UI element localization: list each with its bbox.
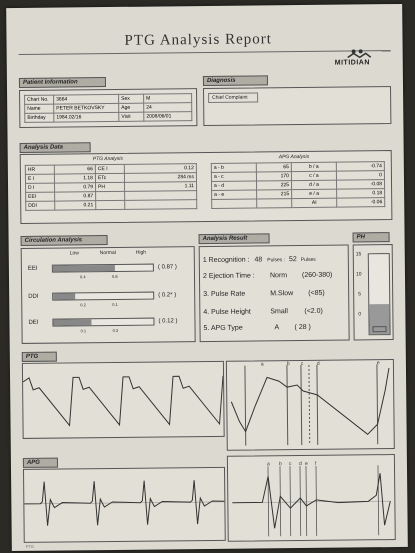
footer-text: PTG (25, 543, 35, 549)
ph-box (353, 244, 394, 340)
ptg-label: EEI (26, 192, 55, 201)
apg-table (211, 161, 385, 209)
ptg-marker-line (301, 365, 302, 445)
apg-type-label: 5. APG Type (203, 324, 243, 333)
apg-waveform (24, 468, 225, 542)
name-label: Name (25, 104, 54, 113)
ptg-marker-line (317, 365, 318, 445)
pulse-height-range: (<2.0) (304, 307, 323, 315)
patient-box (19, 88, 197, 128)
scale-normal: Normal (99, 249, 116, 257)
recognition-value: 48 (254, 256, 263, 264)
recognition-row (203, 256, 316, 264)
pulse-rate-value: M.Slow (270, 290, 294, 298)
chief-complaint-label: Chief Complaint (208, 92, 258, 103)
apg-marker-line (280, 466, 281, 536)
age-value: 24 (144, 103, 192, 113)
ptg-label2: ETc (95, 173, 124, 182)
circulation-bar-fill (53, 319, 91, 325)
circulation-bar-value: ( 0.2* ) (158, 292, 177, 299)
ptg-section-header: PTG (22, 352, 57, 362)
ph-gauge (368, 253, 391, 335)
birthday-label: Birthday (25, 113, 54, 122)
circulation-bar-label: DDI (28, 293, 39, 300)
diagnosis-box (203, 86, 391, 126)
ptg-label2 (96, 191, 125, 200)
circulation-tick: 0.3 (112, 327, 119, 333)
ptg-value: 0.79 (55, 183, 96, 192)
chart-no-label: Chart No. (25, 95, 54, 104)
apg-ratio-value: -0.08 (336, 180, 384, 190)
circulation-tick: 0.4 (79, 274, 86, 280)
apg-label: a - c (211, 172, 256, 181)
circulation-bar (52, 292, 154, 301)
circulation-tick: 0.1 (112, 301, 118, 307)
circulation-tick: 0.8 (111, 273, 118, 279)
ptg-marker-label: a (260, 361, 264, 368)
ptg-wave-box (22, 361, 225, 439)
ejection-label: 2 Ejection Time : (202, 272, 255, 281)
apg-single-box (227, 454, 396, 542)
report-title: PTG Analysis Report (124, 31, 272, 49)
ptg-label: HR (25, 165, 54, 174)
apg-marker-label: a (266, 461, 270, 468)
ptg-value: 1.18 (54, 174, 95, 183)
pulse-rate-label: 3. Pulse Rate (203, 290, 246, 299)
circulation-bar-fill (53, 293, 75, 299)
name-value: PETER BETKOVSKY (54, 103, 119, 113)
diagnosis-header: Diagnosis (203, 75, 268, 86)
brand-logo (335, 46, 383, 67)
circulation-bar-label: DEI (28, 319, 39, 326)
apg-marker-line (378, 465, 379, 535)
apg-section-header: APG (23, 458, 58, 468)
age-label: Age (119, 103, 144, 112)
ptg-waveform (23, 362, 224, 438)
apg-ratio: AI (292, 198, 337, 207)
ptg-value2: 284 ms (124, 173, 196, 183)
circulation-box (21, 246, 196, 344)
ptg-value: 66 (54, 165, 95, 174)
apg-label: a - d (211, 181, 256, 190)
apg-single-waveform (228, 455, 395, 541)
ptg-value: 0.87 (55, 192, 96, 201)
ptg-label2: CE I (95, 164, 124, 173)
apg-type-range: ( 28 ) (294, 323, 311, 332)
apg-ratio: b / a (291, 162, 336, 171)
apg-marker-label: b (278, 461, 282, 468)
apg-value: 170 (256, 172, 291, 181)
table-row (212, 198, 385, 209)
apg-marker-label: c (288, 461, 292, 468)
apg-marker-line (300, 466, 301, 536)
circulation-bar-value: ( 0.87 ) (157, 264, 177, 271)
ptg-table (25, 163, 197, 211)
circulation-tick: 0.1 (80, 328, 87, 334)
circulation-bar-label: EEI (27, 265, 38, 272)
ptg-single-trace (231, 368, 390, 436)
ph-gauge-marker (373, 326, 387, 332)
circulation-tick: 0.2 (80, 302, 86, 308)
ph-tick: 0 (358, 311, 362, 318)
circulation-bar-fill (53, 265, 115, 272)
recognition-label: 1 Recognition : (202, 256, 250, 265)
ph-tick: 15 (355, 251, 362, 258)
apg-ratio-value: 0 (336, 171, 384, 181)
apg-value: 215 (257, 190, 292, 199)
ptg-single-waveform (227, 360, 394, 450)
ptg-marker-label: d (316, 360, 320, 367)
ptg-label: D I (26, 183, 55, 192)
scale-low: Low (69, 250, 79, 257)
apg-marker-label: d (298, 461, 302, 468)
birthday-value: 1984.02/16 (54, 112, 119, 122)
circulation-bar (52, 264, 154, 273)
visit-value: 2008/06/01 (144, 112, 192, 122)
ptg-analysis-header: PTG Analysis (92, 155, 123, 163)
apg-marker-label: f (314, 460, 317, 467)
ptg-label2 (96, 200, 125, 209)
pulse-rate-range: (<85) (308, 289, 325, 297)
apg-marker-line (306, 466, 307, 536)
apg-analysis-header: APG Analysis (278, 153, 310, 161)
ptg-marker-line (309, 365, 310, 445)
ptg-value2: 1.11 (124, 182, 196, 192)
ptg-marker-label: c (300, 360, 304, 368)
apg-value: 65 (256, 163, 291, 172)
ptg-marker-label: e (376, 360, 380, 367)
apg-marker-line (316, 466, 317, 536)
apg-label: a - b (211, 163, 256, 172)
apg-ratio: d / a (291, 180, 336, 189)
apg-value: 225 (256, 181, 291, 190)
apg-marker-label: e (304, 460, 308, 467)
apg-type-value: A (274, 324, 280, 332)
ptg-marker-line (287, 365, 288, 445)
apg-ratio: e / a (292, 189, 337, 198)
analysis-box (20, 150, 393, 224)
apg-label (212, 199, 257, 208)
ptg-marker-label: b (286, 361, 290, 368)
apg-ratio-value: 0.18 (337, 189, 385, 199)
ptg-marker-line (245, 366, 246, 446)
ptg-value2: 0.12 (124, 164, 196, 174)
visit-label: Visit (119, 112, 144, 121)
ptg-single-box (226, 359, 395, 451)
chart-no-value: 3664 (54, 94, 119, 104)
apg-label: a - e (212, 190, 257, 199)
scale-high: High (135, 249, 147, 256)
ph-tick: 10 (355, 271, 362, 278)
patient-header: Patient Information (19, 77, 106, 88)
ejection-range: (260-380) (301, 271, 333, 280)
ptg-label: DDI (26, 201, 55, 210)
circulation-header: Circulation Analysis (21, 235, 108, 246)
circulation-bar-value: ( 0.12 ) (158, 318, 178, 325)
apg-value (257, 199, 292, 208)
apg-ratio-value: -0.06 (337, 198, 385, 208)
ptg-value2 (125, 200, 197, 210)
result-box (199, 245, 350, 343)
report-sheet (6, 4, 408, 551)
pulse-height-label: 4. Pulse Height (203, 308, 251, 317)
ph-header: PH (353, 232, 390, 242)
pulses-value: 52 (288, 256, 297, 264)
apg-trace (24, 480, 225, 526)
brand-name: MITIDIAN (334, 59, 370, 67)
analysis-header: Analysis Data (20, 142, 91, 153)
pulse-height-value: Small (270, 308, 288, 316)
patient-table (24, 93, 192, 123)
ph-tick: 5 (358, 291, 361, 298)
ptg-value: 0.21 (55, 201, 96, 210)
sex-label: Sex (119, 94, 144, 103)
ejection-value: Norm (269, 272, 288, 280)
table-row (26, 200, 197, 211)
circulation-bar (52, 318, 154, 327)
pulses-unit: Pulses (300, 256, 316, 264)
apg-single-trace (232, 473, 391, 529)
apg-ratio-value: -0.74 (336, 162, 384, 172)
ptg-trace (23, 376, 223, 426)
ptg-label2: PH (96, 182, 125, 191)
apg-marker-line (290, 466, 291, 536)
apg-wave-box (23, 467, 226, 543)
pulses-label: Pulses : (267, 257, 286, 264)
ptg-label: E I (25, 174, 54, 183)
apg-ratio: c / a (291, 171, 336, 180)
ptg-marker-line (377, 364, 378, 444)
result-header: Analysis Result (199, 233, 270, 244)
sex-value: M (144, 94, 192, 104)
